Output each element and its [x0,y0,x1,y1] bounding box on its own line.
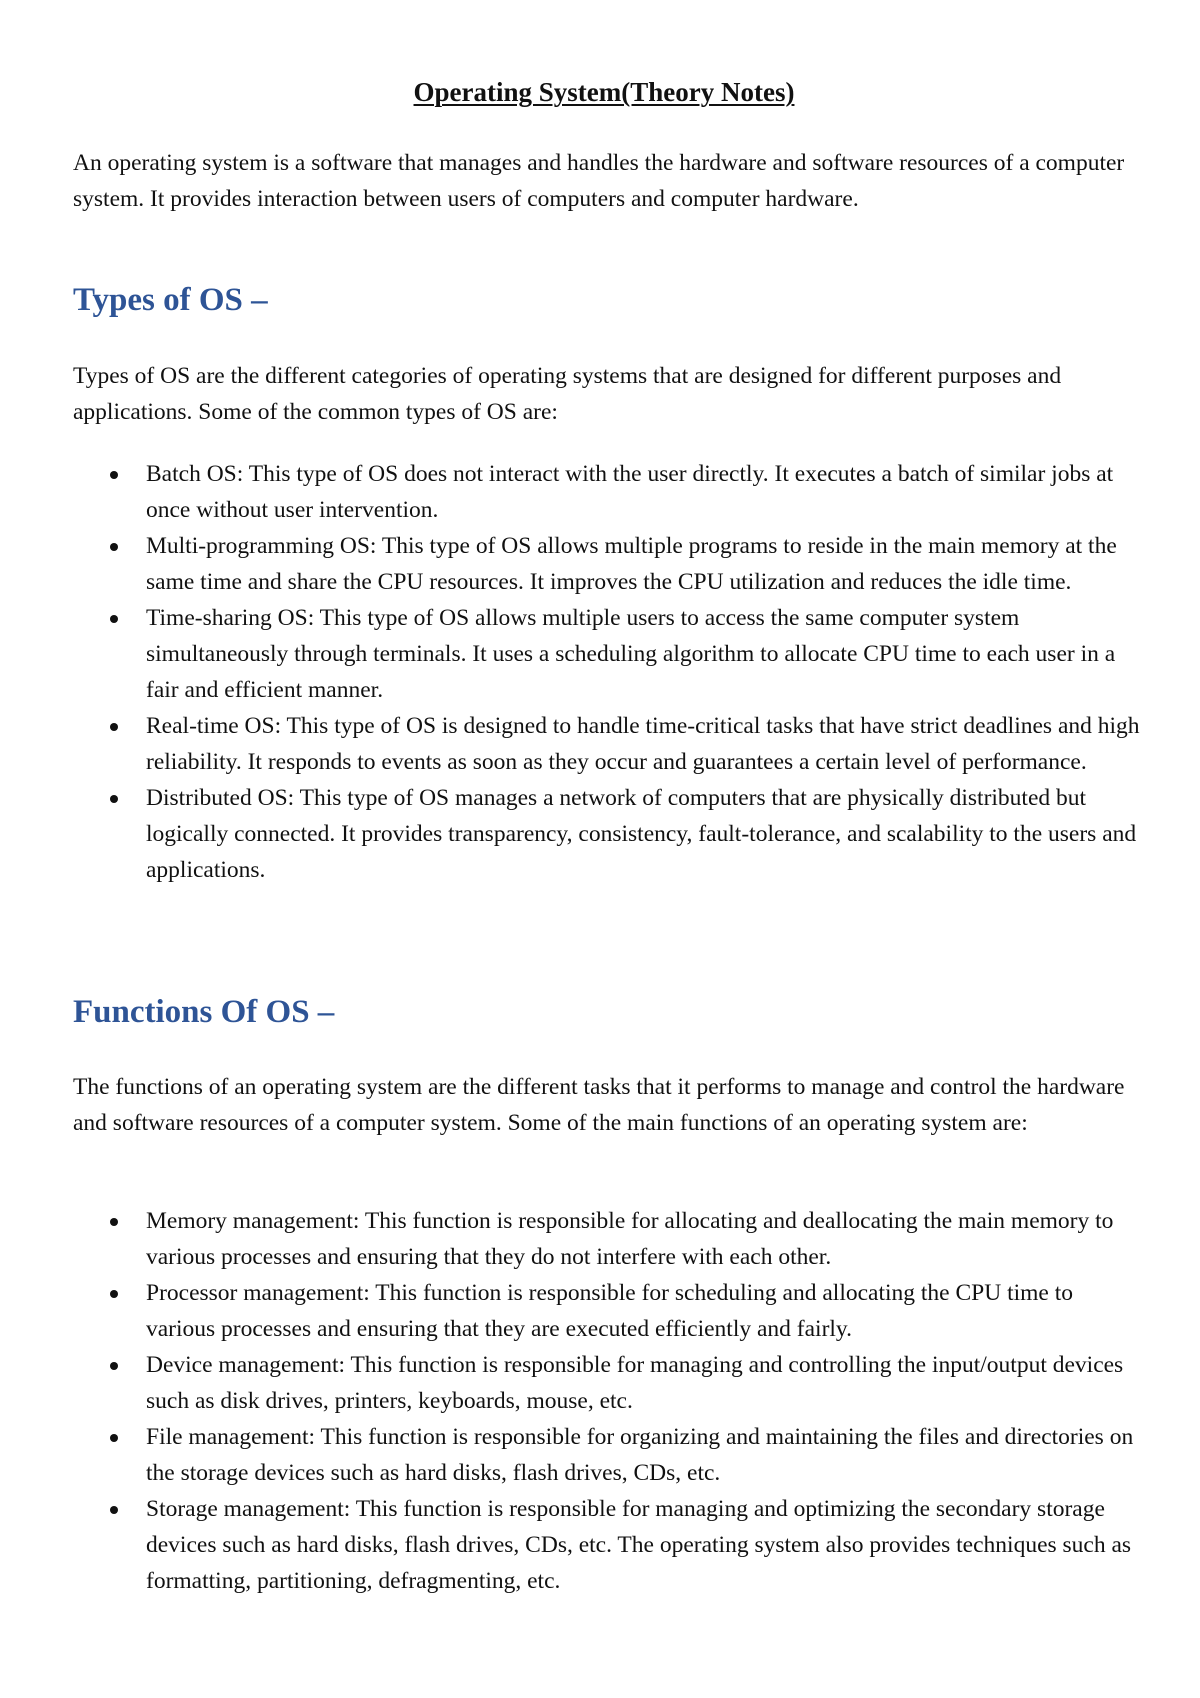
list-item [73,1347,1143,1419]
list-item [73,1419,1143,1491]
bullet-icon [110,795,118,803]
bullet-icon [110,543,118,551]
types-list [73,456,1143,888]
list-item-text: Multi-programming OS: This type of OS allows multiple programs to reside in the main memory at the same time and share the CPU resources. It improves the CPU utilization and reduces the idle time. [146,533,1117,595]
document-title: Operating System(Theory Notes) [413,77,795,107]
list-item-text: Processor management: This function is responsible for scheduling and allocating the CPU time to various processes and ensuring that they are executed efficiently and fairly. [146,1280,1073,1342]
bullet-icon [110,471,118,479]
intro-paragraph: An operating system is a software that manages and handles the hardware and software resources of a computer system. It provides interaction between users of computers and computer hardware. [73,150,1125,212]
list-item-text: Distributed OS: This type of OS manages a network of computers that are physically distributed but logically connected. It provides transparency, consistency, fault-tolerance, and scalability to the users and applications. [146,785,1137,883]
list-item-text: Real-time OS: This type of OS is designed to handle time-critical tasks that have strict deadlines and high reliability. It responds to events as soon as they occur and guarantees a certain level of performance. [146,713,1140,775]
list-item [73,1491,1143,1599]
bullet-icon [110,723,118,731]
list-item [73,780,1143,888]
list-item-text: Memory management: This function is responsible for allocating and deallocating the main memory to various processes and ensuring that they do not interfere with each other. [146,1208,1114,1270]
bullet-icon [110,1434,118,1442]
list-item-text: Device management: This function is responsible for managing and controlling the input/output devices such as disk drives, printers, keyboards, mouse, etc. [146,1352,1124,1414]
list-item-text: Batch OS: This type of OS does not interact with the user directly. It executes a batch of similar jobs at once without user intervention. [146,461,1114,523]
list-item [73,528,1143,600]
list-item [73,1203,1143,1275]
bullet-icon [110,1218,118,1226]
bullet-icon [110,1506,118,1514]
functions-intro-paragraph: The functions of an operating system are the different tasks that it performs to manage and control the hardware and software resources of a computer system. Some of the main functions of an operating system are: [73,1074,1125,1136]
list-item [73,600,1143,708]
list-item [73,456,1143,528]
bullet-icon [110,615,118,623]
list-item-text: Time-sharing OS: This type of OS allows multiple users to access the same computer system simultaneously through terminals. It uses a scheduling algorithm to allocate CPU time to each user in a fair and efficient manner. [146,605,1116,703]
types-intro-paragraph: Types of OS are the different categories of operating systems that are designed for different purposes and applications. Some of the common types of OS are: [73,363,1062,425]
list-item-text: File management: This function is responsible for organizing and maintaining the files and directories on the storage devices such as hard disks, flash drives, CDs, etc. [146,1424,1134,1486]
list-item-text: Storage management: This function is responsible for managing and optimizing the secondary storage devices such as hard disks, flash drives, CDs, etc. The operating system also provides techniques such as formatting, partitioning, defragmenting, etc. [146,1496,1132,1594]
bullet-icon [110,1290,118,1298]
types-heading: Types of OS – [73,282,268,318]
bullet-icon [110,1362,118,1370]
list-item [73,1275,1143,1347]
list-item [73,708,1143,780]
functions-list [73,1203,1143,1599]
functions-heading: Functions Of OS – [73,994,335,1030]
